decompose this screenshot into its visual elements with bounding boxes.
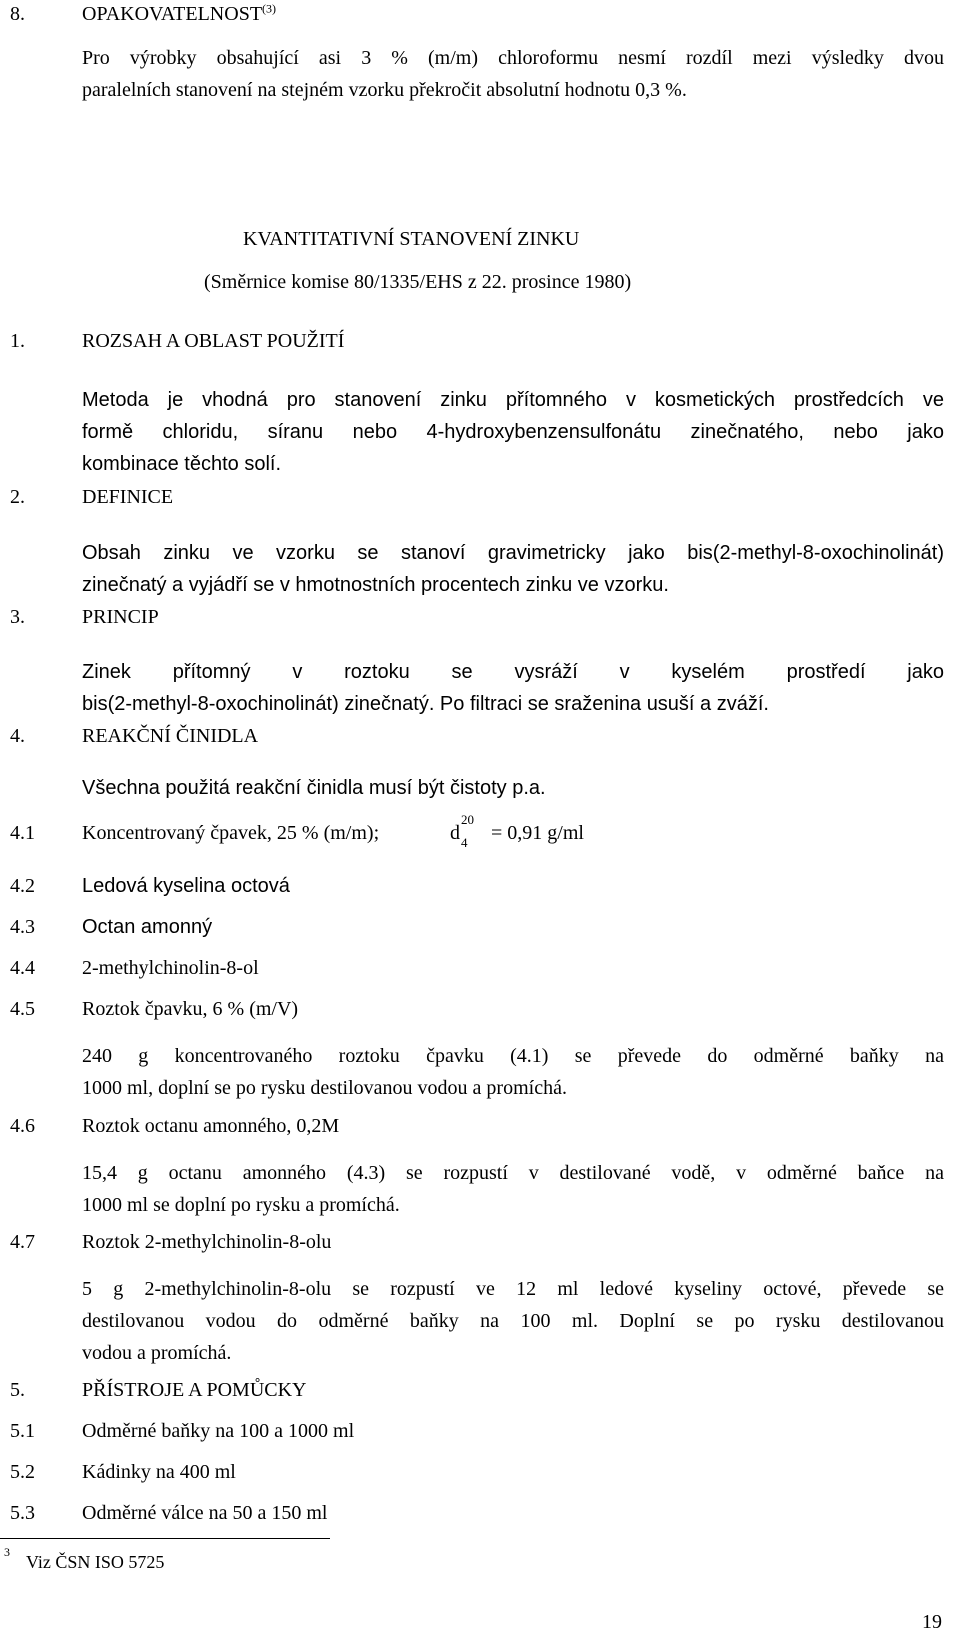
section-8-title: OPAKOVATELNOST <box>82 3 263 25</box>
item-5-1-text: Odměrné baňky na 100 a 1000 ml <box>82 1420 355 1442</box>
item-4-7-number: 4.7 <box>10 1231 35 1253</box>
item-5-3-text: Odměrné válce na 50 a 150 ml <box>82 1502 328 1524</box>
section-1-line-2: formě chloridu, síranu nebo 4-hydroxybenzensulfonátu zinečnatého, nebo jako <box>82 421 944 443</box>
item-4-6-line-1: 15,4 g octanu amonného (4.3) se rozpustí v destilované vodě, v odměrné baňce na <box>82 1162 944 1184</box>
item-5-2-text: Kádinky na 400 ml <box>82 1461 236 1483</box>
page-number: 19 <box>922 1611 942 1633</box>
section-3-body <box>82 656 944 720</box>
footnote-text: Viz ČSN ISO 5725 <box>26 1552 165 1572</box>
section-5-title: PŘÍSTROJE A POMŮCKY <box>82 1379 307 1401</box>
section-3-number: 3. <box>10 606 25 628</box>
item-4-7-title: Roztok 2-methylchinolin-8-olu <box>82 1231 332 1253</box>
item-4-5-number: 4.5 <box>10 998 35 1020</box>
section-2-line-1: Obsah zinku ve vzorku se stanoví gravimetricky jako bis(2-methyl-8-oxochinolinát) <box>82 542 944 564</box>
item-4-2-number: 4.2 <box>10 875 35 897</box>
section-8-number: 8. <box>10 3 25 25</box>
item-4-7-body <box>82 1273 944 1369</box>
item-4-1-value: = 0,91 g/ml <box>491 822 584 844</box>
item-4-6-body <box>82 1157 944 1221</box>
item-4-1-density-superscript: 20 <box>461 812 474 827</box>
section-3-line-1: Zinek přítomný v roztoku se vysráží v kyselém prostředí jako <box>82 661 944 683</box>
section-1-line-3: kombinace těchto solí. <box>82 453 281 475</box>
section-8-line-2: paralelních stanovení na stejném vzorku překročit absolutní hodnotu 0,3 %. <box>82 79 687 101</box>
item-4-7-line-2: destilovanou vodou do odměrné baňky na 100 ml. Doplní se po rysku destilovanou <box>82 1310 944 1332</box>
item-4-1-density-subscript: 4 <box>461 835 468 850</box>
section-1-body <box>82 384 944 480</box>
section-1-line-1: Metoda je vhodná pro stanovení zinku přítomného v kosmetických prostředcích ve <box>82 389 944 411</box>
item-4-7-line-1: 5 g 2-methylchinolin-8-olu se rozpustí ve 12 ml ledové kyseliny octové, převede se <box>82 1278 944 1300</box>
item-5-2-number: 5.2 <box>10 1461 35 1483</box>
item-5-3-number: 5.3 <box>10 1502 35 1524</box>
item-4-6-line-2: 1000 ml se doplní po rysku a promíchá. <box>82 1194 400 1216</box>
section-1-number: 1. <box>10 330 25 352</box>
section-1-title: ROZSAH A OBLAST POUŽITÍ <box>82 330 345 352</box>
item-4-5-line-2: 1000 ml, doplní se po rysku destilovanou vodou a promíchá. <box>82 1077 567 1099</box>
section-2-body <box>82 537 944 601</box>
footnote-mark: 3 <box>4 1545 10 1559</box>
section-8-line-1: Pro výrobky obsahující asi 3 % (m/m) chloroformu nesmí rozdíl mezi výsledky dvou <box>82 47 944 69</box>
item-4-1-text: Koncentrovaný čpavek, 25 % (m/m); <box>82 822 380 844</box>
section-8-body <box>82 42 944 106</box>
document-title: KVANTITATIVNÍ STANOVENÍ ZINKU <box>243 228 580 250</box>
item-4-3-text: Octan amonný <box>82 916 213 938</box>
section-3-title: PRINCIP <box>82 606 159 628</box>
item-4-1-density-symbol: d <box>450 822 460 844</box>
item-4-4-text: 2-methylchinolin-8-ol <box>82 957 259 979</box>
item-4-2-text: Ledová kyselina octová <box>82 875 290 897</box>
document-subtitle: (Směrnice komise 80/1335/EHS z 22. prosince 1980) <box>204 271 632 293</box>
item-4-4-number: 4.4 <box>10 957 35 979</box>
section-5-number: 5. <box>10 1379 25 1401</box>
item-4-6-number: 4.6 <box>10 1115 35 1137</box>
section-3-line-2: bis(2-methyl-8-oxochinolinát) zinečnatý. Po filtraci se sraženina usuší a zváží. <box>82 693 769 715</box>
section-8-heading <box>82 1 277 25</box>
section-4-number: 4. <box>10 725 25 747</box>
section-8-footnote-ref: (3) <box>262 1 277 16</box>
item-4-1-number: 4.1 <box>10 822 35 844</box>
item-4-7-line-3: vodou a promíchá. <box>82 1342 232 1364</box>
section-2-title: DEFINICE <box>82 486 174 508</box>
section-2-line-2: zinečnatý a vyjádří se v hmotnostních procentech zinku ve vzorku. <box>82 574 669 596</box>
section-4-title: REAKČNÍ ČINIDLA <box>82 725 259 747</box>
item-4-3-number: 4.3 <box>10 916 35 938</box>
section-2-number: 2. <box>10 486 25 508</box>
section-4-intro: Všechna použitá reakční činidla musí být čistoty p.a. <box>82 777 546 799</box>
item-4-5-line-1: 240 g koncentrovaného roztoku čpavku (4.1) se převede do odměrné baňky na <box>82 1045 944 1067</box>
item-4-6-title: Roztok octanu amonného, 0,2M <box>82 1115 340 1137</box>
item-4-5-body <box>82 1040 944 1104</box>
item-5-1-number: 5.1 <box>10 1420 35 1442</box>
footnote-separator <box>0 1538 330 1539</box>
item-4-5-title: Roztok čpavku, 6 % (m/V) <box>82 998 299 1020</box>
